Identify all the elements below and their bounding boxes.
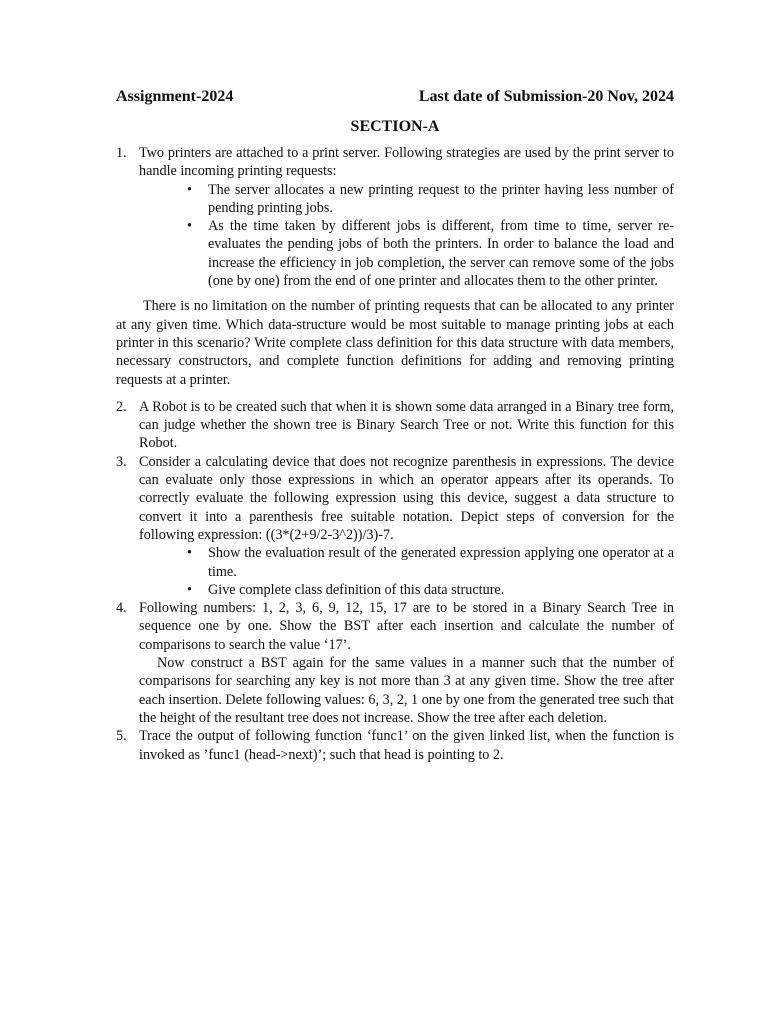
bullet-text: Give complete class definition of this data structure. (208, 581, 505, 598)
question-number: 1. (116, 145, 127, 161)
bullet-icon: • (187, 545, 192, 562)
bullet-item (186, 181, 674, 218)
bullet-item (186, 581, 674, 599)
document-header (116, 86, 674, 108)
bullet-icon: • (187, 181, 192, 198)
question-text: Trace the output of following function ‘func1’ on the given linked list, when the function is invoked as ’func1 (head->next)’; such that head is pointing to 2. (139, 728, 674, 763)
bullet-text: The server allocates a new printing request to the printer having less number of pending printing jobs. (208, 181, 674, 216)
assignment-title: Assignment-2024 (116, 88, 234, 105)
question-1 (116, 144, 674, 290)
bullet-icon: • (187, 581, 192, 598)
question-bullets (139, 181, 674, 291)
bullet-text: As the time taken by different jobs is different, from time to time, server re-evaluates the pending jobs of both the printers. In order to balance the load and increase the efficiency in job completion, the server can remove some of the jobs (one by one) from the end of one printer and allocates them to the other printer. (208, 218, 674, 290)
document-page (116, 86, 674, 764)
question-3 (116, 453, 674, 599)
question-4 (116, 599, 674, 727)
bullet-item (186, 217, 674, 290)
bullet-item (186, 544, 674, 581)
bullet-icon: • (187, 218, 192, 235)
question-4-paragraph: Now construct a BST again for the same values in a manner such that the number of comparisons for searching any key is not more than 3 at any given time. Show the tree after each insertion. Delete following values: 6, 3, 2, 1 one by one from the generated tree such that the height of the resultant tree does not increase. Show the tree after each deletion. (139, 655, 674, 726)
section-title: SECTION-A (350, 118, 440, 135)
question-number: 3. (116, 453, 127, 470)
question-text: Consider a calculating device that does not recognize parenthesis in expressions. The device can evaluate only those expressions in which an operator appears after its operands. To correctly evaluate the following expression using this device, suggest a data structure to convert it into a parenthesis free suitable notation. Depict steps of conversion for the following expression: ((3*(2+9/2-3^2))/3)-7. (139, 453, 674, 543)
question-number: 2. (116, 398, 127, 415)
question-bullets (139, 544, 674, 599)
question-text: A Robot is to be created such that when it is shown some data arranged in a Binary tree form, can judge whether the shown tree is Binary Search Tree or not. Write this function for this Robot. (139, 398, 674, 452)
question-text: Two printers are attached to a print server. Following strategies are used by the print server to handle incoming printing requests: (139, 145, 674, 180)
question-1-paragraph: There is no limitation on the number of printing requests that can be allocated to any printer at any given time. Which data-structure would be most suitable to manage printing jobs at each printer in this scenario? Write complete class definition for this data structure with data members, necessary constructors, and complete function definitions for adding and removing printing requests at a printer. (116, 298, 674, 388)
question-5 (116, 727, 674, 764)
submission-deadline: Last date of Submission-20 Nov, 2024 (418, 88, 674, 105)
question-number: 4. (116, 600, 127, 617)
question-text: Following numbers: 1, 2, 3, 6, 9, 12, 15, 17 are to be stored in a Binary Search Tree in sequence one by one. Show the BST after each insertion and calculate the number of comparisons to search the value ‘17’. (139, 600, 674, 653)
bullet-text: Show the evaluation result of the generated expression applying one operator at a time. (208, 545, 674, 580)
question-number: 5. (116, 728, 127, 745)
question-2 (116, 398, 674, 453)
